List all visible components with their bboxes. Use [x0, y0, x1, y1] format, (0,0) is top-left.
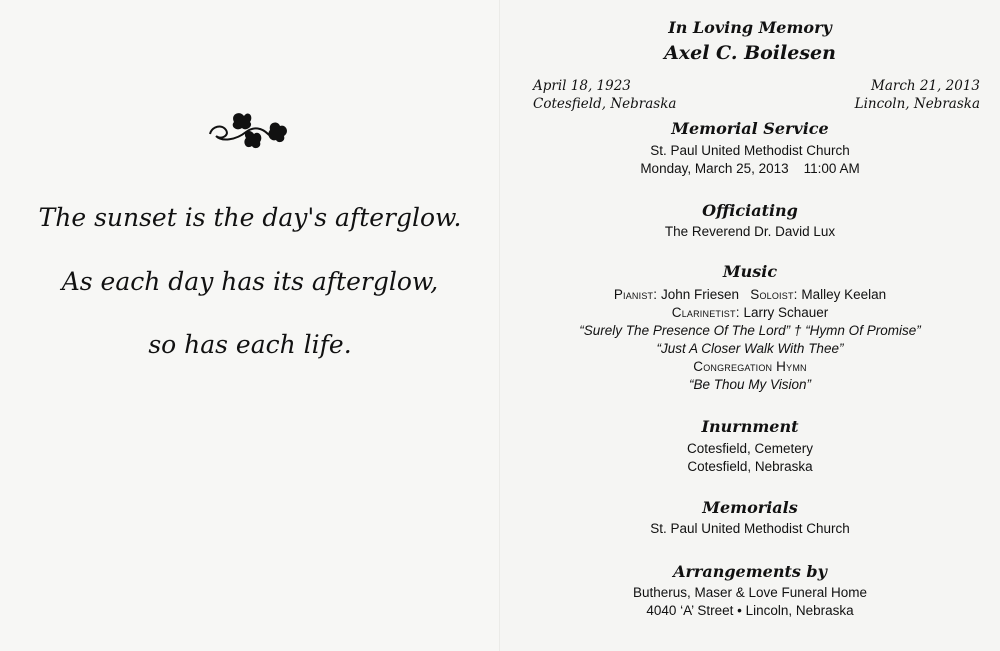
service-church: St. Paul United Methodist Church [650, 143, 850, 158]
memorials-line: St. Paul United Methodist Church [650, 521, 850, 536]
song-2: “Hymn Of Promise” [805, 323, 921, 338]
service-title: Memorial Service [671, 119, 829, 138]
poem-line-2: As each day has its afterglow, [61, 267, 439, 296]
inurnment-line-1: Cotesfield, Cemetery [686, 441, 814, 456]
soloist-label: Soloist: [750, 287, 798, 302]
poem-line-1: The sunset is the day's afterglow. [38, 203, 462, 232]
pianist-label: Pianist: [613, 287, 658, 302]
clarinetist-line [500, 305, 1000, 320]
death-date: March 21, 2013 [871, 78, 980, 94]
clarinetist: Larry Schauer [743, 305, 829, 320]
vine-leaves-icon [206, 108, 292, 152]
songs-line-1 [500, 323, 1000, 338]
officiating-title: Officiating [702, 201, 798, 220]
deceased-name: Axel C. Boilesen [664, 42, 836, 64]
arrangements-line-2: 4040 ‘A’ Street • Lincoln, Nebraska [646, 603, 854, 618]
inurnment-title: Inurnment [701, 417, 799, 436]
hymn-label: Congregation Hymn [693, 359, 807, 374]
memorials-title: Memorials [702, 498, 798, 517]
birth-date: April 18, 1923 [533, 78, 631, 94]
song-separator: † [793, 323, 802, 338]
heading: In Loving Memory [668, 18, 832, 37]
soloist: Malley Keelan [801, 287, 887, 302]
birth-place: Cotesfield, Nebraska [533, 96, 677, 112]
song-3: “Just A Closer Walk With Thee” [656, 341, 844, 356]
music-performers [500, 287, 1000, 302]
hymn: “Be Thou My Vision” [688, 377, 812, 392]
pianist: John Friesen [660, 287, 739, 302]
poem-line-3: so has each life. [148, 330, 352, 359]
death-place: Lincoln, Nebraska [854, 96, 980, 112]
officiant: The Reverend Dr. David Lux [664, 224, 836, 239]
right-panel [500, 0, 1000, 651]
arrangements-title: Arrangements by [673, 562, 827, 581]
service-datetime: Monday, March 25, 2013 11:00 AM [640, 161, 860, 176]
arrangements-line-1: Butherus, Maser & Love Funeral Home [632, 585, 868, 600]
music-title: Music [722, 262, 778, 281]
inurnment-line-2: Cotesfield, Nebraska [687, 459, 813, 474]
clarinetist-label: Clarinetist: [671, 305, 740, 320]
song-1: “Surely The Presence Of The Lord” [579, 323, 791, 338]
